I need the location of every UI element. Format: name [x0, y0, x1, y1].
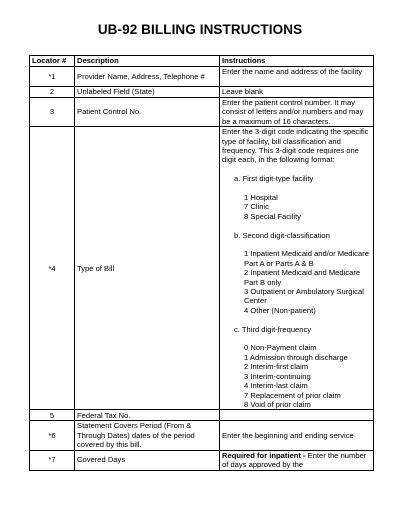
header-instructions: Instructions: [220, 56, 374, 67]
table-row: [30, 421, 374, 450]
section-item: 2 Inpatient Medicaid and Medicare Part B only: [244, 268, 361, 287]
header-locator: Locator #: [30, 56, 75, 67]
required-label: Required for inpatient -: [222, 450, 306, 460]
row-instructions: [220, 127, 374, 410]
row-locator: *6: [30, 421, 75, 450]
row-description: Type of Bill: [75, 127, 220, 410]
section-item: 3 Outpatient or Ambulatory Surgical Center: [244, 287, 364, 306]
row-locator: *4: [30, 127, 75, 410]
row-instructions: Enter the patient control number. It may consist of letters and/or numbers and may be a maximum of 16 characters.: [220, 98, 374, 127]
row-instructions: Enter the name and address of the facility: [220, 67, 374, 87]
row-description: Provider Name, Address, Telephone #: [75, 67, 220, 87]
row-instructions: Enter the beginning and ending service: [220, 421, 374, 450]
section-item: 8 Void of prior claim: [244, 399, 311, 409]
section-item: 0 Non-Payment claim: [244, 343, 317, 353]
row-instructions-text: Enter the number of days approved by the: [222, 450, 367, 469]
table-row: [30, 450, 374, 470]
section-heading: b. Second digit-classification: [234, 230, 330, 240]
row-instructions: [220, 410, 374, 421]
type-of-bill-intro: Enter the 3-digit code indicating the specific type of facility, bill classification and frequency. This 3-digit code requires one digit each, in the following format:: [222, 127, 369, 165]
row-locator: 2: [30, 87, 75, 98]
row-description: Statement Covers Period (From & Through Dates) dates of the period covered by this bill.: [75, 421, 220, 450]
page-title: UB-92 BILLING INSTRUCTIONS: [97, 22, 303, 37]
table-row: [30, 127, 374, 410]
table-row: [30, 87, 374, 98]
row-description: Unlabeled Field (State): [75, 87, 220, 98]
row-description: Patient Control No.: [75, 98, 220, 127]
section-item: 8 Special Facility: [244, 211, 301, 221]
section-item: 7 Clinic: [244, 202, 269, 212]
row-locator: *7: [30, 450, 75, 470]
row-instructions: Leave blank: [220, 87, 374, 98]
table-header-row: [30, 56, 374, 67]
header-description: Description: [75, 56, 220, 67]
section-item: 3 Interim-continuing: [244, 371, 311, 381]
billing-instructions-table: [29, 55, 374, 471]
table-row: [30, 98, 374, 127]
row-locator: *1: [30, 67, 75, 87]
section-item: 2 Interim-first claim: [244, 362, 309, 372]
section-item: 1 Admission through discharge: [244, 352, 348, 362]
row-instructions: [220, 450, 374, 470]
table-row: [30, 410, 374, 421]
section-item: 1 Hospital: [244, 193, 278, 203]
section-item: 1 Inpatient Medicaid and/or Medicare Part A or Parts A & B: [244, 249, 369, 268]
section-item: 7 Replacement of prior claim: [244, 390, 341, 400]
section-heading: a. First digit-type facility: [234, 174, 314, 184]
section-item: 4 Interim-last claim: [244, 381, 308, 391]
row-locator: 3: [30, 98, 75, 127]
section-heading: c. Third digit-frequency: [234, 324, 312, 334]
row-description: Covered Days: [75, 450, 220, 470]
row-locator: 5: [30, 410, 75, 421]
section-item: 4 Other (Non-patient): [244, 305, 316, 315]
table-row: [30, 67, 374, 87]
row-description: Federal Tax No.: [75, 410, 220, 421]
